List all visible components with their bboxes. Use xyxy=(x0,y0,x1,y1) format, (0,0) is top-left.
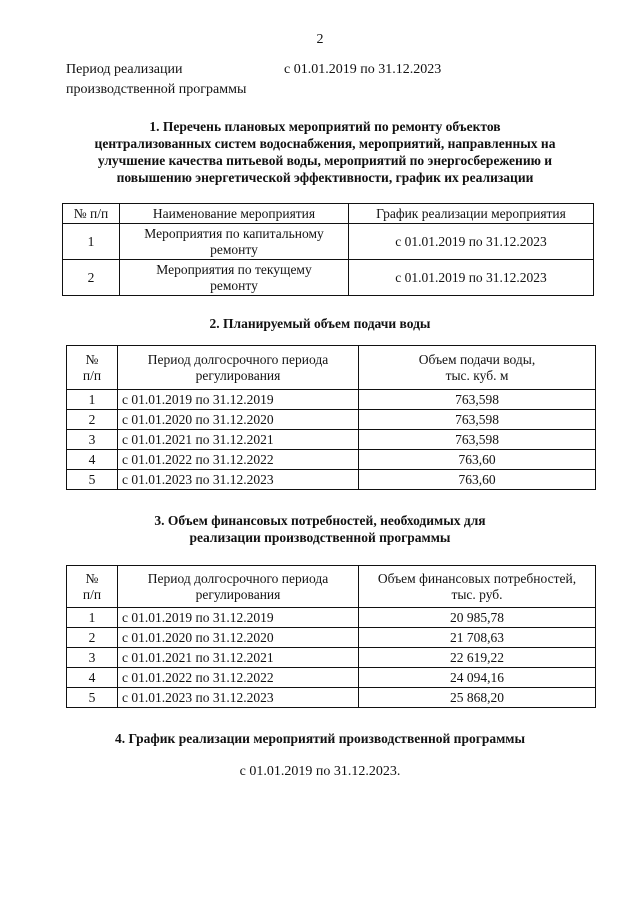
section4-title: 4. График реализации мероприятий производственной программы xyxy=(114,731,526,746)
row-schedule: с 01.01.2019 по 31.12.2023 xyxy=(349,224,594,260)
col-header-period xyxy=(118,346,359,390)
row-period: с 01.01.2021 по 31.12.2021 xyxy=(118,648,359,668)
page-number: 2 xyxy=(316,32,324,47)
row-period: с 01.01.2023 по 31.12.2023 xyxy=(118,688,359,708)
table-row xyxy=(67,628,596,648)
col-header-value-line1: Объем финансовых потребностей, xyxy=(377,570,577,586)
table-row xyxy=(67,410,596,430)
row-num: 2 xyxy=(67,410,118,430)
col-header-value-line1: Объем подачи воды, xyxy=(418,351,536,367)
table-row xyxy=(67,668,596,688)
period-value: с 01.01.2019 по 31.12.2023 xyxy=(284,62,442,77)
row-value: 763,598 xyxy=(359,390,596,410)
col-header-value xyxy=(359,346,596,390)
row-period: с 01.01.2022 по 31.12.2022 xyxy=(118,450,359,470)
row-value: 763,598 xyxy=(359,430,596,450)
col-header-num-line2: п/п xyxy=(82,586,102,602)
row-num: 5 xyxy=(67,470,118,490)
financial-needs-table xyxy=(66,565,596,708)
row-num: 2 xyxy=(67,628,118,648)
period-label xyxy=(66,60,276,100)
col-header-value-line2: тыс. куб. м xyxy=(445,367,509,383)
row-value: 25 868,20 xyxy=(359,688,596,708)
col-header-period-line1: Период долгосрочного периода xyxy=(147,351,329,367)
table-row xyxy=(67,688,596,708)
row-num: 1 xyxy=(67,390,118,410)
row-period: с 01.01.2020 по 31.12.2020 xyxy=(118,628,359,648)
col-header-value-line2: тыс. руб. xyxy=(451,586,503,602)
col-header-period-line2: регулирования xyxy=(195,586,281,602)
row-name xyxy=(120,260,349,296)
row-period: с 01.01.2022 по 31.12.2022 xyxy=(118,668,359,688)
row-name-line1: Мероприятия по капитальному xyxy=(144,225,324,241)
row-value: 21 708,63 xyxy=(359,628,596,648)
col-header-period xyxy=(118,566,359,608)
col-header-period-line1: Период долгосрочного периода xyxy=(147,570,329,586)
section3-title-line2: реализации производственной программы xyxy=(189,530,451,545)
row-num: 4 xyxy=(67,668,118,688)
row-num: 3 xyxy=(67,430,118,450)
col-header-num-line1: № xyxy=(85,570,99,586)
col-header-num-line2: п/п xyxy=(82,367,102,383)
row-name-line2: ремонту xyxy=(210,241,258,257)
table-row xyxy=(67,390,596,410)
col-header-num: № п/п xyxy=(63,204,120,224)
row-num: 5 xyxy=(67,688,118,708)
section3-title-line1: 3. Объем финансовых потребностей, необходимых для xyxy=(154,513,486,528)
row-period: с 01.01.2019 по 31.12.2019 xyxy=(118,390,359,410)
row-name-line2: ремонту xyxy=(210,277,258,293)
row-period: с 01.01.2023 по 31.12.2023 xyxy=(118,470,359,490)
table-row xyxy=(67,450,596,470)
table-row xyxy=(67,470,596,490)
table-header-row xyxy=(67,566,596,608)
section1-title-line: улучшение качества питьевой воды, мероприятий по энергосбережению и xyxy=(97,153,553,168)
row-name-line1: Мероприятия по текущему xyxy=(156,261,312,277)
water-supply-table xyxy=(66,345,596,490)
period-label-line2: производственной программы xyxy=(66,82,247,97)
row-num: 3 xyxy=(67,648,118,668)
row-num: 1 xyxy=(63,224,120,260)
table-row xyxy=(67,430,596,450)
row-name xyxy=(120,224,349,260)
col-header-schedule: График реализации мероприятия xyxy=(349,204,594,224)
col-header-name: Наименование мероприятия xyxy=(120,204,349,224)
row-period: с 01.01.2020 по 31.12.2020 xyxy=(118,410,359,430)
activities-table xyxy=(62,203,594,296)
row-schedule: с 01.01.2019 по 31.12.2023 xyxy=(349,260,594,296)
section1-title-line: 1. Перечень плановых мероприятий по ремонту объектов xyxy=(149,119,501,134)
row-num: 1 xyxy=(67,608,118,628)
row-num: 4 xyxy=(67,450,118,470)
row-value: 22 619,22 xyxy=(359,648,596,668)
table-row xyxy=(67,608,596,628)
section1-title-line: централизованных систем водоснабжения, мероприятий, направленных на xyxy=(94,136,556,151)
col-header-period-line2: регулирования xyxy=(195,367,281,383)
row-value: 763,60 xyxy=(359,470,596,490)
section1-title-line: повышению энергетической эффективности, график их реализации xyxy=(116,170,534,185)
section2-title: 2. Планируемый объем подачи воды xyxy=(209,316,431,331)
row-period: с 01.01.2019 по 31.12.2019 xyxy=(118,608,359,628)
table-row xyxy=(63,260,594,296)
table-header-row xyxy=(67,346,596,390)
section4-date: с 01.01.2019 по 31.12.2023. xyxy=(239,764,401,779)
table-header-row xyxy=(63,204,594,224)
row-value: 763,60 xyxy=(359,450,596,470)
row-value: 763,598 xyxy=(359,410,596,430)
period-label-line1: Период реализации xyxy=(66,62,183,77)
col-header-value xyxy=(359,566,596,608)
table-row xyxy=(63,224,594,260)
row-period: с 01.01.2021 по 31.12.2021 xyxy=(118,430,359,450)
row-num: 2 xyxy=(63,260,120,296)
table-row xyxy=(67,648,596,668)
section1-title xyxy=(40,118,610,186)
row-value: 24 094,16 xyxy=(359,668,596,688)
col-header-num-line1: № xyxy=(85,351,99,367)
section3-title xyxy=(0,512,640,546)
row-value: 20 985,78 xyxy=(359,608,596,628)
col-header-num xyxy=(67,346,118,390)
col-header-num xyxy=(67,566,118,608)
